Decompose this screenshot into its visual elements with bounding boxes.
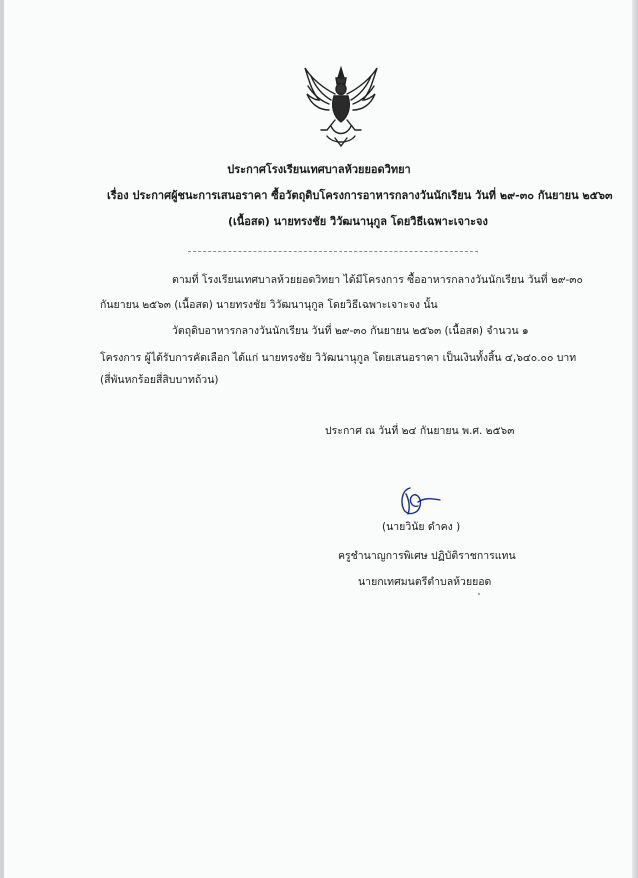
- garuda-emblem-icon: [301, 64, 381, 148]
- scan-edge-left: [0, 0, 4, 878]
- paragraph-1-line-1: ตามที่ โรงเรียนเทศบาลห้วยยอดวิทยา ได้มีโครงการ ซื้ออาหารกลางวันนักเรียน วันที่ ๒๙-๓๐: [172, 274, 583, 286]
- signer-name: (นายวินัย ดำคง ): [382, 521, 461, 533]
- announce-date: ประกาศ ณ วันที่ ๒๔ กันยายน พ.ศ. ๒๕๖๓: [325, 425, 515, 437]
- paragraph-2-line-1: วัตถุดิบอาหารกลางวันนักเรียน วันที่ ๒๙-๓๐ กันยายน ๒๕๖๓ (เนื้อสด) จำนวน ๑: [172, 325, 529, 337]
- paragraph-1-line-2: กันยายน ๒๕๖๓ (เนื้อสด) นายทรงชัย วิวัฒนานุกูล โดยวิธีเฉพาะเจาะจง นั้น: [100, 299, 438, 311]
- signer-position-1: ครูชำนาญการพิเศษ ปฏิบัติราชการแทน: [338, 550, 516, 562]
- subject-line-1: เรื่อง ประกาศผู้ชนะการเสนอราคา ซื้อวัตถุดิบโครงการอาหารกลางวันนักเรียน วันที่ ๒๙-๓๐ กันยายน ๒๕๖๓: [107, 189, 613, 202]
- header-divider: [188, 251, 478, 252]
- paragraph-2-line-3: (สี่พันหกร้อยสี่สิบบาทถ้วน): [100, 374, 219, 386]
- subject-line-2: (เนื้อสด) นายทรงชัย วิวัฒนานุกูล โดยวิธีเฉพาะเจาะจง: [228, 215, 488, 228]
- scan-speck: [478, 593, 480, 595]
- scan-edge-right: [632, 0, 638, 878]
- paragraph-2-line-2: โครงการ ผู้ได้รับการคัดเลือก ได้แก่ นายทรงชัย วิวัฒนานุกูล โดยเสนอราคา เป็นเงินทั้งสิ้น ๔,๖๔๐.๐๐ บาท: [100, 352, 577, 364]
- signer-position-2: นายกเทศมนตรีตำบลห้วยยอด: [358, 576, 492, 588]
- announcement-title: ประกาศโรงเรียนเทศบาลห้วยยอดวิทยา: [227, 163, 411, 176]
- handwritten-signature: [396, 484, 446, 518]
